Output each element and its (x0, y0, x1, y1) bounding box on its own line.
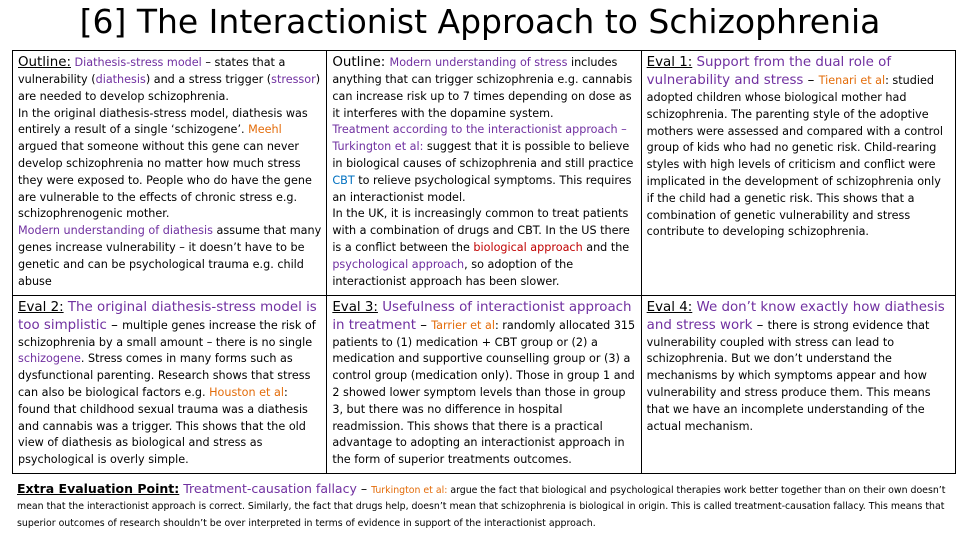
modern-stress-heading: Modern understanding of stress (389, 56, 568, 69)
meehl-ref: Meehl (248, 123, 282, 137)
extra-eval-label: Extra Evaluation Point: (17, 481, 180, 496)
turkington-heading: Treatment according to the interactionist approach – Turkington et al: (332, 123, 627, 154)
eval-2-label: Eval 2: (18, 299, 64, 315)
eval-4-heading: We don’t know exactly how diathesis and stress work (646, 299, 945, 333)
extra-evaluation-point: Extra Evaluation Point: Treatment-causation fallacy – Turkington et al: argue the fact that biological and psychological therapies work better together than on their own doesn’t mean that the interactionist approach is correct. Similarly, the fact that drugs help, doesn’t mean that schizophrenia is biological in origin. This is called treatment-causation fallacy. This means that superior outcomes of research shouldn’t be over interpreted in terms of evidence in support of the interactionist approach. (17, 481, 946, 529)
schizogene-term: schizogene (18, 352, 81, 366)
page-title: [6] The Interactionist Approach to Schizophrenia (79, 2, 881, 41)
eval-1-cell: Eval 1: Support from the dual role of vulnerability and stress – Tienari et al: studied adopted children whose biological mother had schizophrenia. The parenting style of the adoptive mothers were assessed and compared with a control group of kids who had no genetic risk. Child-rearing styles with high levels of criticism and conflict were implicated in the development of schizophrenia only if the child had a genetic risk. This shows that a combination of genetic vulnerability and stress contribute to developing schizophrenia. (641, 51, 955, 296)
outline-label: Outline: (332, 55, 390, 70)
eval-3-label: Eval 3: (332, 299, 378, 315)
eval-1-label: Eval 1: (646, 55, 693, 70)
cbt-term: CBT (332, 173, 355, 187)
modern-diathesis-heading: Modern understanding of diathesis (18, 224, 213, 238)
biological-approach-term: biological approach (473, 240, 583, 254)
extra-eval-heading: Treatment-causation fallacy (179, 481, 357, 496)
turkington-ref: Turkington et al: (371, 485, 448, 496)
eval-3-cell: Eval 3: Usefulness of interactionist approach in treatment – Tarrier et al: randomly allocated 315 patients to (1) medication + CBT group or (2) a medication and supportive counselling group or (3) a control group (medication only). Those in group 1 and 2 showed lower symptom levels than those in group 3, but there was no difference in hospital readmission. This shows that there is a practical advantage to adopting an interactionist approach in the form of superior treatments outcomes. (327, 295, 641, 473)
tarrier-ref: Tarrier et al (431, 318, 495, 332)
eval-4-label: Eval 4: (646, 299, 693, 315)
content-grid (12, 50, 956, 474)
outline-stress-cell: Outline: Modern understanding of stress includes anything that can trigger schizophrenia e.g. cannabis can increase risk up to 7 times depending on dose as it interferes with the dopamine system. Treatment according to the interactionist approach – Turkington et al: suggest that it is possible to believe in biological causes of schizophrenia and still practice CBT to relieve psychological symptoms. This requires an interactionist model. In the UK, it is increasingly common to treat patients with a combination of drugs and CBT. In the US there is a conflict between the biological approach and the psychological approach, so adoption of the interactionist approach has been slower. (327, 51, 641, 296)
tienari-ref: Tienari et al (818, 74, 886, 87)
eval-4-cell: Eval 4: We don’t know exactly how diathesis and stress work – there is strong evidence that vulnerability coupled with stress can lead to schizophrenia. But we don’t understand the mechanisms by which symptoms appear and how vulnerability and stress produce them. This means that we have an incomplete understanding of the actual mechanism. (641, 295, 955, 473)
psychological-approach-term: psychological approach (332, 257, 465, 271)
eval-2-cell: Eval 2: The original diathesis-stress model is too simplistic – multiple genes increase the risk of schizophrenia by a small amount – there is no single schizogene. Stress comes in many forms such as dysfunctional parenting. Research shows that stress can also be biological factors e.g. Houston et al: found that childhood sexual trauma was a diathesis and cannabis was a trigger. This shows that the old view of diathesis as biological and stress as psychological is overly simple. (13, 295, 327, 473)
eval-2-heading: The original diathesis-stress model is too simplistic (18, 299, 317, 333)
houston-ref: Houston et al (209, 385, 284, 399)
eval-1-heading: Support from the dual role of vulnerability and stress (646, 55, 892, 88)
eval-3-heading: Usefulness of interactionist approach in treatment (332, 299, 632, 333)
diathesis-stress-heading: Diathesis-stress model (74, 56, 202, 69)
outline-diathesis-cell: Outline: Diathesis-stress model – states that a vulnerability (diathesis) and a stress trigger (stressor) are needed to develop schizophrenia. In the original diathesis-stress model, diathesis was entirely a result of a single ‘schizogene’. Meehl argued that someone without this gene can never develop schizophrenia no matter how much stress they were exposed to. People who do have the gene are vulnerable to the effects of chronic stress e.g. schizophrenogenic mother. Modern understanding of diathesis assume that many genes increase vulnerability – it doesn’t have to be genetic and can be psychological trauma e.g. child abuse (13, 51, 327, 296)
outline-label: Outline: (18, 55, 71, 70)
